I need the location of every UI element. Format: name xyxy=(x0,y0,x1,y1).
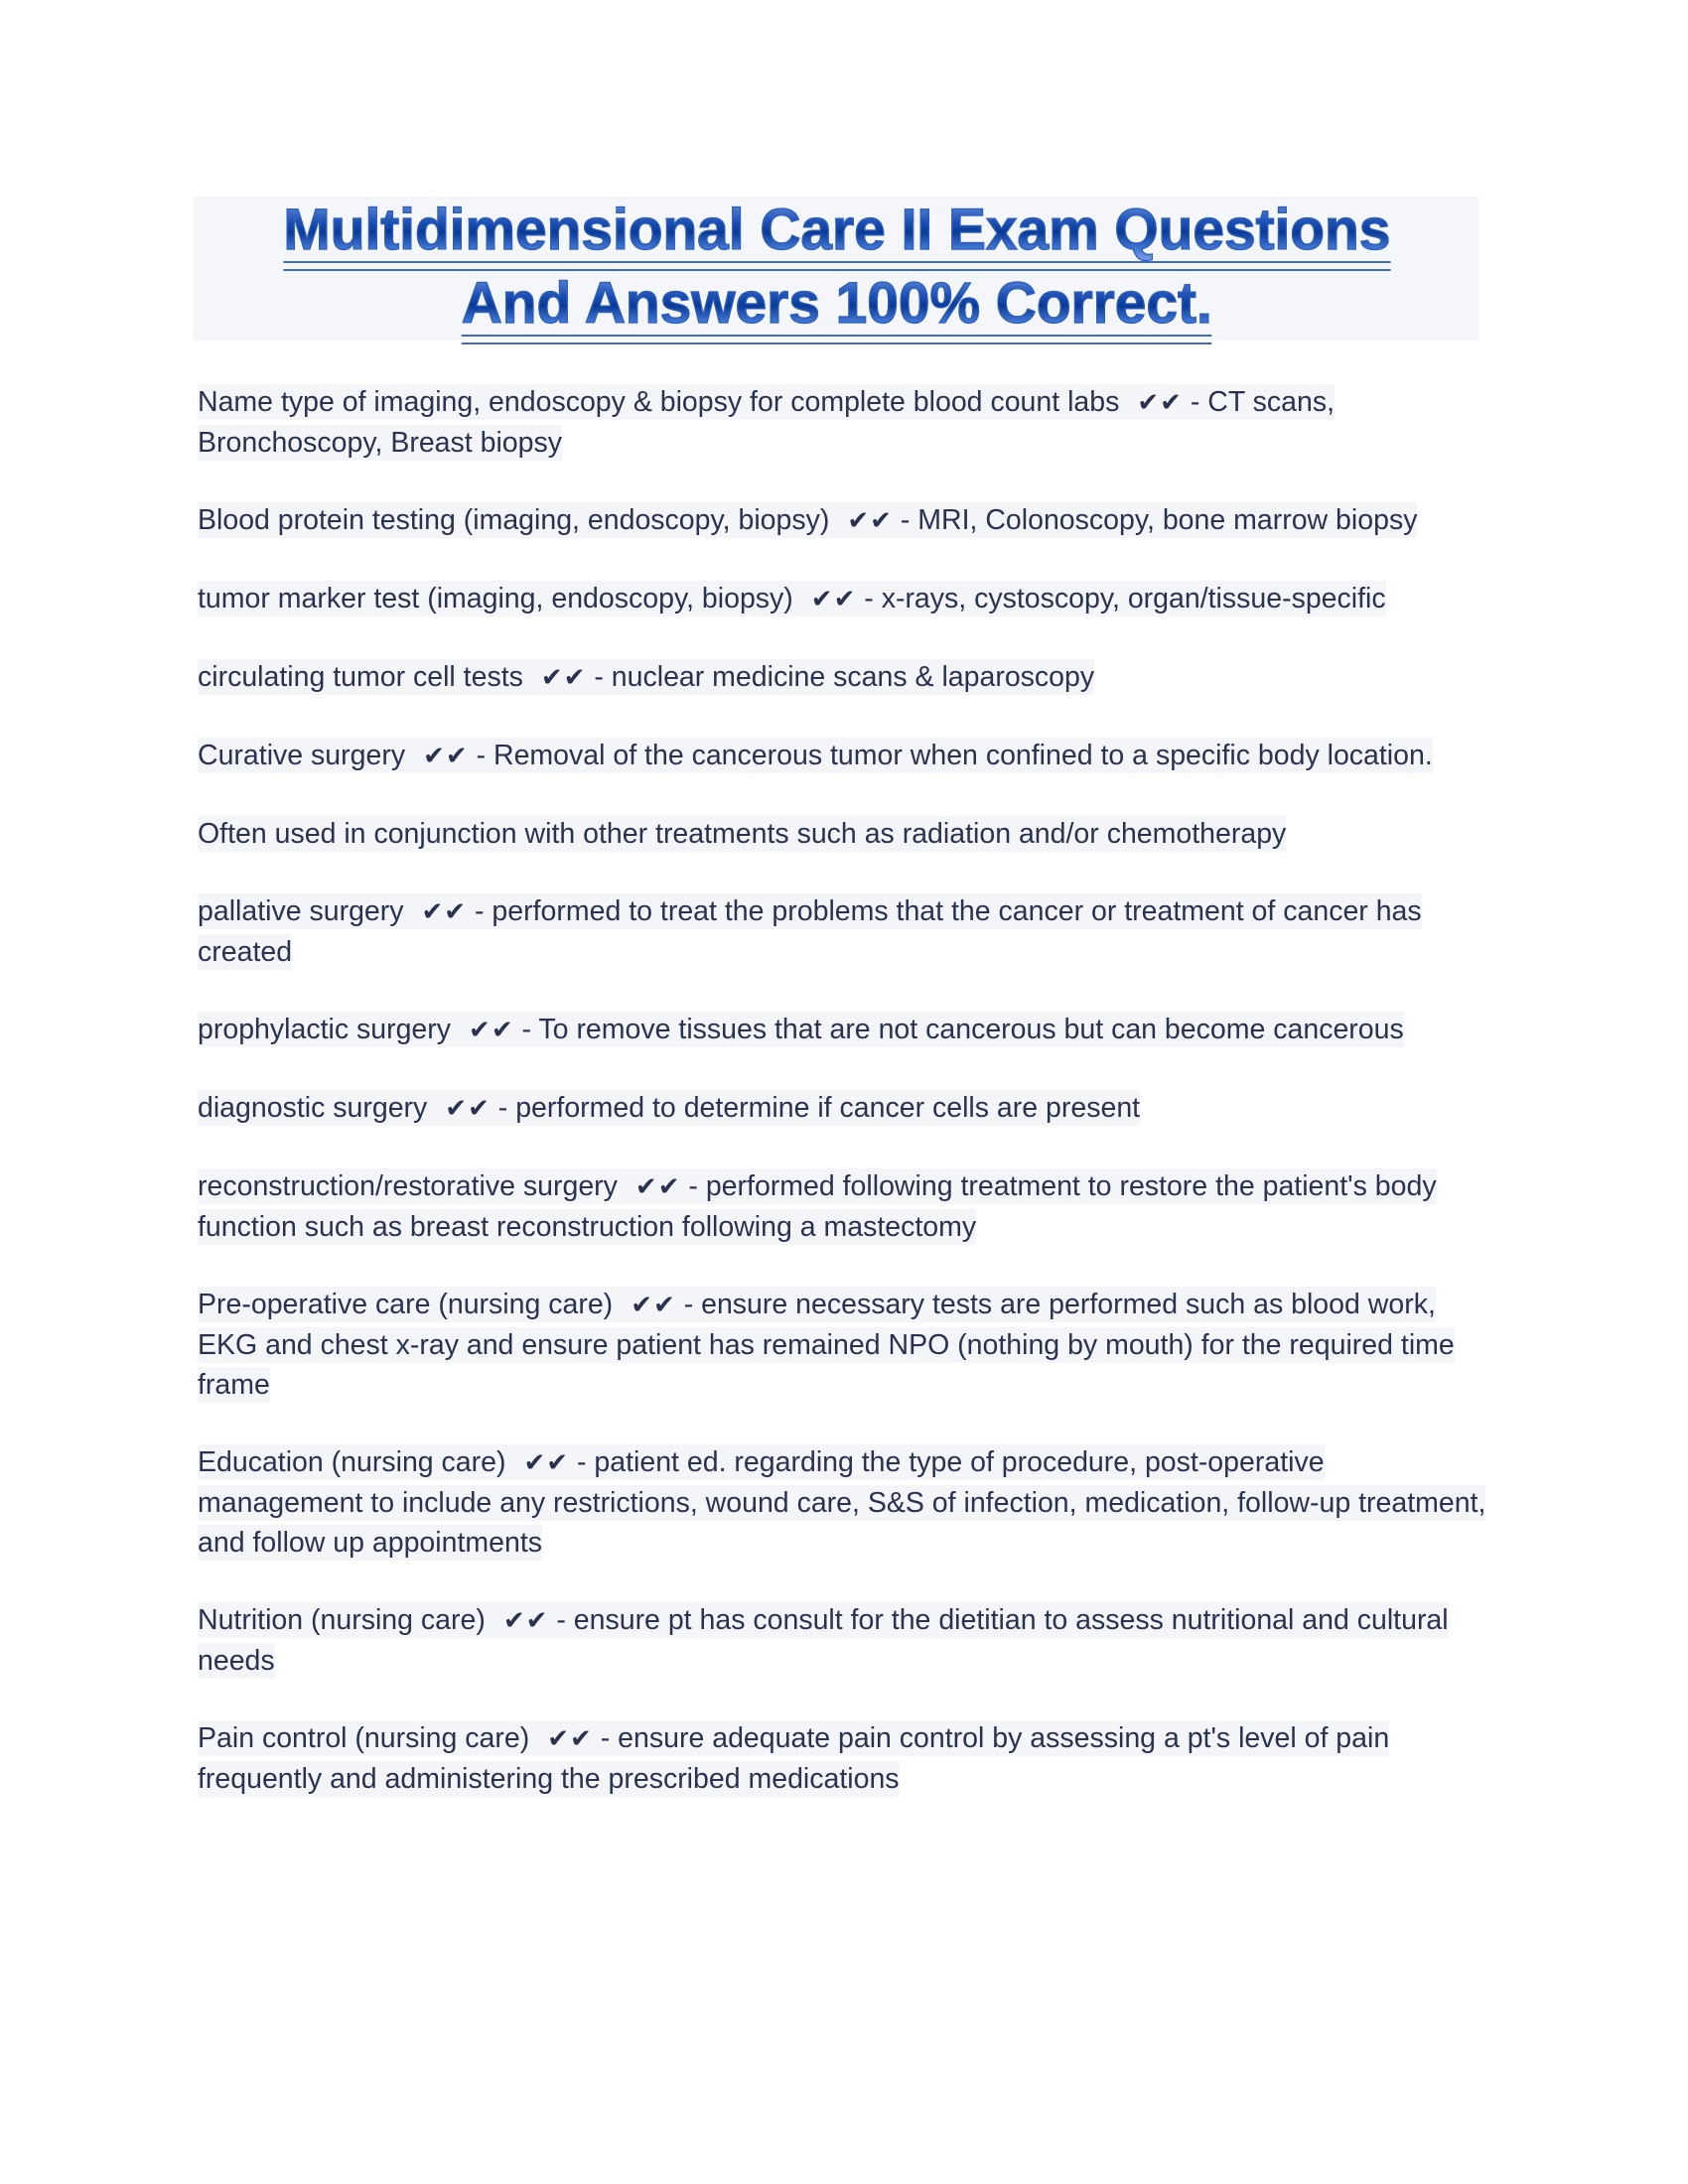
qa-entry xyxy=(198,1285,1488,1405)
document-title-banner xyxy=(194,197,1479,341)
question-text: Blood protein testing (imaging, endoscopy, biopsy) xyxy=(198,504,830,536)
double-check-icon: ✔✔ xyxy=(502,1606,549,1636)
qa-entry xyxy=(198,579,1488,619)
qa-entry xyxy=(198,736,1488,776)
answer-text: - MRI, Colonoscopy, bone marrow biopsy xyxy=(900,504,1418,536)
answer-text: - x-rays, cystoscopy, organ/tissue-specific xyxy=(864,583,1386,614)
double-check-icon: ✔✔ xyxy=(469,1016,514,1045)
question-text: Pre-operative care (nursing care) xyxy=(198,1289,614,1320)
question-text: Curative surgery xyxy=(198,740,406,771)
double-check-icon: ✔✔ xyxy=(540,663,587,693)
double-check-icon: ✔✔ xyxy=(810,585,857,614)
answer-text: - performed to determine if cancer cells are present xyxy=(497,1092,1141,1124)
answer-text: - ensure necessary tests are performed such as blood work, EKG and chest x-ray and ensure patient has remained NPO (nothing by mouth) for the required time frame xyxy=(198,1289,1455,1401)
double-check-icon: ✔✔ xyxy=(1137,388,1183,418)
qa-entry xyxy=(198,891,1488,972)
answer-text: - ensure pt has consult for the dietitian to assess nutritional and cultural needs xyxy=(198,1604,1449,1677)
double-check-icon: ✔✔ xyxy=(547,1724,593,1754)
question-text: circulating tumor cell tests xyxy=(198,661,523,693)
question-text: pallative surgery xyxy=(198,895,404,927)
answer-text: - ensure adequate pain control by assessing a pt's level of pain frequently and administering the prescribed medications xyxy=(198,1722,1390,1795)
answer-text: - nuclear medicine scans & laparoscopy xyxy=(594,661,1095,693)
qa-entry xyxy=(198,500,1488,541)
qa-entry xyxy=(198,657,1488,698)
note-text: Often used in conjunction with other treatments such as radiation and/or chemotherapy xyxy=(198,818,1287,850)
double-check-icon: ✔✔ xyxy=(631,1291,676,1320)
qa-entry xyxy=(198,1010,1488,1050)
question-text: Nutrition (nursing care) xyxy=(198,1604,486,1636)
double-check-icon: ✔✔ xyxy=(847,506,893,536)
answer-text: - patient ed. regarding the type of procedure, post-operative management to include any restrictions, wound care, S&S of infection, medication, follow-up treatment, and follow up appointments xyxy=(198,1446,1486,1559)
answer-text: - performed following treatment to restore the patient's body function such as breast reconstruction following a mastectomy xyxy=(198,1170,1437,1243)
question-text: tumor marker test (imaging, endoscopy, biopsy) xyxy=(198,583,793,614)
qa-entry xyxy=(198,1718,1488,1799)
note-paragraph xyxy=(198,814,1488,854)
qa-entry xyxy=(198,1166,1488,1247)
qa-entry xyxy=(198,1600,1488,1681)
qa-list xyxy=(198,382,1488,1837)
question-text: Name type of imaging, endoscopy & biopsy for complete blood count labs xyxy=(198,386,1120,418)
double-check-icon: ✔✔ xyxy=(423,742,469,771)
qa-entry xyxy=(198,1088,1488,1129)
double-check-icon: ✔✔ xyxy=(421,897,468,927)
answer-text: - performed to treat the problems that the cancer or treatment of cancer has created xyxy=(198,895,1422,968)
question-text: prophylactic surgery xyxy=(198,1014,452,1045)
answer-text: - Removal of the cancerous tumor when confined to a specific body location. xyxy=(476,740,1433,771)
question-text: reconstruction/restorative surgery xyxy=(198,1170,618,1202)
question-text: Education (nursing care) xyxy=(198,1446,506,1478)
answer-text: - To remove tissues that are not cancerous but can become cancerous xyxy=(521,1014,1404,1045)
qa-entry xyxy=(198,1442,1488,1563)
double-check-icon: ✔✔ xyxy=(445,1094,491,1124)
document-title-line-2: And Answers 100% Correct. xyxy=(461,269,1211,342)
document-title-line-1: Multidimensional Care II Exam Questions xyxy=(283,196,1390,269)
answer-text: - CT scans, Bronchoscopy, Breast biopsy xyxy=(198,386,1336,459)
qa-entry xyxy=(198,382,1488,463)
question-text: Pain control (nursing care) xyxy=(198,1722,530,1754)
double-check-icon: ✔✔ xyxy=(523,1448,570,1478)
double-check-icon: ✔✔ xyxy=(634,1172,681,1202)
question-text: diagnostic surgery xyxy=(198,1092,428,1124)
